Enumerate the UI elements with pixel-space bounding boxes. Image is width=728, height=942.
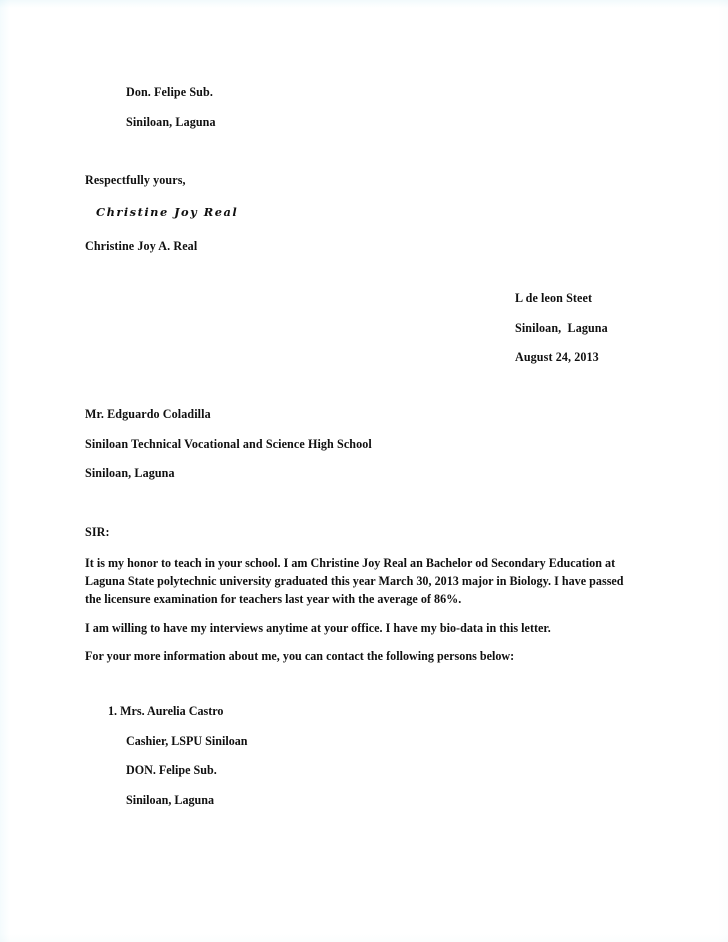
salutation: SIR: (85, 525, 110, 539)
recipient-organization: Siniloan Technical Vocational and Science High School (85, 436, 372, 451)
letter-date: August 24, 2013 (515, 350, 599, 365)
body-paragraph-3: For your more information about me, you can contact the following persons below: (85, 649, 515, 663)
reference-address-line-2: Siniloan, Laguna (126, 792, 215, 807)
recipient-block (85, 408, 372, 479)
return-address-street: L de leon Steet (515, 291, 593, 305)
sender-top-address-line-1: Don. Felipe Sub. (126, 85, 213, 99)
sender-top-address-block (126, 86, 216, 128)
recipient-address: Siniloan, Laguna (85, 466, 175, 481)
reference-address-line-1: DON. Felipe Sub. (126, 763, 217, 778)
body-paragraph-2: I am willing to have my interviews anytime at your office. I have my bio-data in this letter. (85, 620, 551, 635)
reference-entry (108, 705, 248, 806)
letter-body (85, 554, 630, 665)
return-address-city-province: Siniloan, Laguna (515, 320, 608, 335)
return-address-block (515, 292, 608, 363)
closing-block (85, 174, 238, 252)
references-list (108, 705, 248, 806)
recipient-name: Mr. Edguardo Coladilla (85, 407, 211, 421)
salutation-block (85, 526, 110, 538)
reference-name: 1. Mrs. Aurelia Castro (108, 704, 224, 718)
signature-printed-name: Christine Joy A. Real (85, 238, 198, 253)
handwritten-signature: Christine Joy Real (96, 205, 239, 220)
body-paragraph-1: It is my honor to teach in your school. I am Christine Joy Real an Bachelor od Secondary Education at Laguna State polytechnic university graduated this year March 30, 2013 major in Biology. I have passed the licensure examination for teachers last year with the average of 86%. (85, 556, 624, 606)
reference-position: Cashier, LSPU Siniloan (126, 733, 248, 748)
complimentary-close: Respectfully yours, (85, 173, 186, 187)
sender-top-address-line-2: Siniloan, Laguna (126, 114, 216, 129)
